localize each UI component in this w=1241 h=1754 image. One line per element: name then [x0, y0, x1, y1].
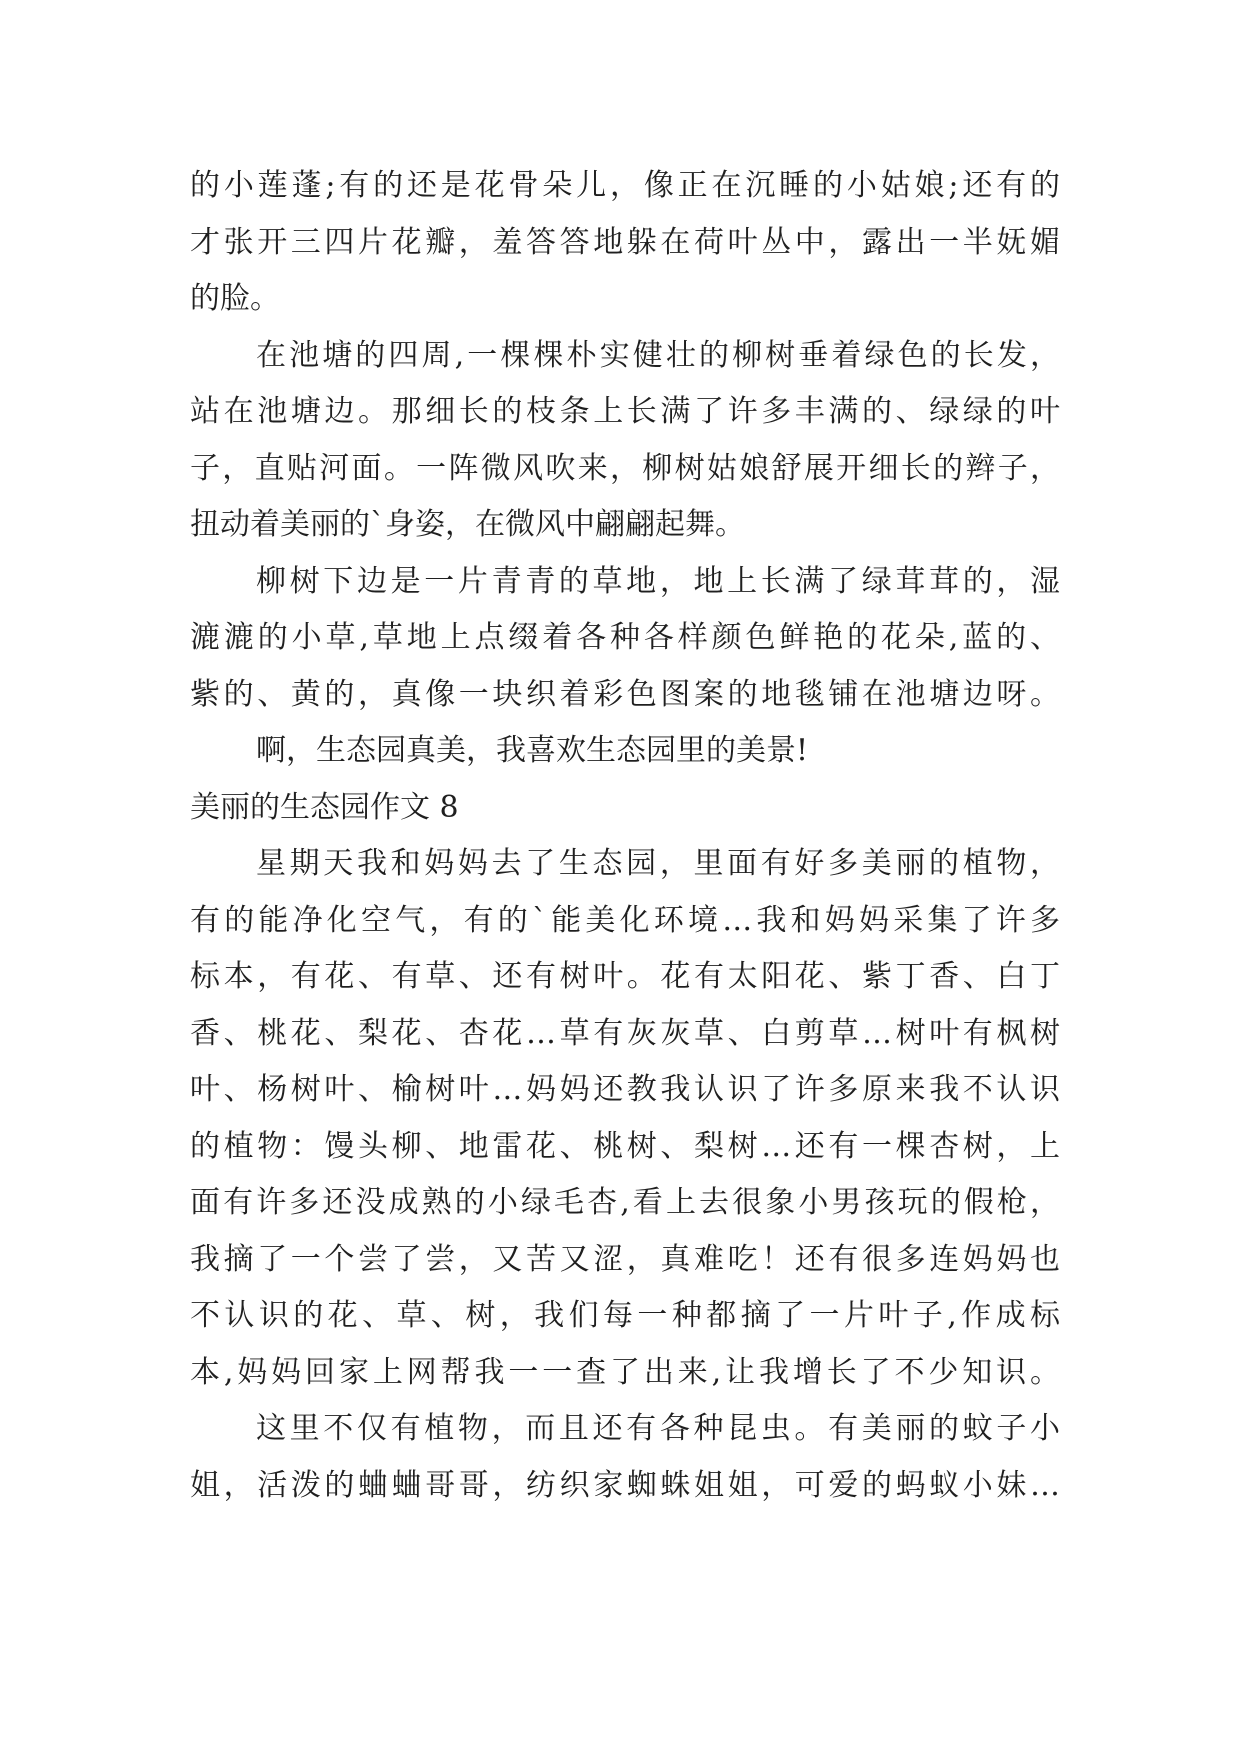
text-line: 柳树下边是一片青青的草地，地上长满了绿茸茸的，湿 — [256, 563, 1060, 599]
text-line: 姐，活泼的蛐蛐哥哥，纺织家蜘蛛姐姐，可爱的蚂蚁小妹… — [190, 1467, 1060, 1503]
paragraph — [190, 723, 1060, 780]
text-line: 面有许多还没成熟的小绿毛杏,看上去很象小男孩玩的假枪， — [190, 1185, 1060, 1220]
text-line: 在池塘的四周,一棵棵朴实健壮的柳树垂着绿色的长发， — [256, 337, 1060, 373]
text-line: 紫的、黄的，真像一块织着彩色图案的地毯铺在池塘边呀。 — [190, 676, 1060, 712]
paragraph — [190, 1401, 1060, 1514]
text-line: 这里不仅有植物，而且还有各种昆虫。有美丽的蚊子小 — [256, 1411, 1060, 1446]
text-line: 不认识的花、草、树，我们每一种都摘了一片叶子,作成标 — [190, 1298, 1060, 1333]
text-line: 有的能净化空气，有的`能美化环境…我和妈妈采集了许多 — [190, 902, 1060, 938]
text-line: 站在池塘边。那细长的枝条上长满了许多丰满的、绿绿的叶 — [190, 394, 1060, 429]
paragraph — [190, 328, 1060, 554]
text-line: 漉漉的小草,草地上点缀着各种各样颜色鲜艳的花朵,蓝的、 — [190, 620, 1060, 655]
paragraph — [190, 158, 1060, 328]
text-line: 扭动着美丽的`身姿，在微风中翩翩起舞。 — [190, 507, 745, 542]
text-line: 的小莲蓬;有的还是花骨朵儿，像正在沉睡的小姑娘;还有的 — [190, 168, 1060, 203]
paragraph — [190, 554, 1060, 724]
text-line: 的植物：馒头柳、地雷花、桃树、梨树…还有一棵杏树，上 — [190, 1128, 1060, 1164]
text-line: 啊，生态园真美，我喜欢生态园里的美景! — [256, 733, 809, 768]
text-line: 子，直贴河面。一阵微风吹来，柳树姑娘舒展开细长的辫子， — [190, 450, 1060, 486]
text-line: 叶、杨树叶、榆树叶…妈妈还教我认识了许多原来我不认识 — [190, 1072, 1060, 1107]
text-line: 香、桃花、梨花、杏花…草有灰灰草、白剪草…树叶有枫树 — [190, 1015, 1060, 1051]
section-heading: 美丽的生态园作文 8 — [190, 789, 459, 825]
text-line: 星期天我和妈妈去了生态园，里面有好多美丽的植物， — [256, 846, 1060, 881]
text-line: 标本，有花、有草、还有树叶。花有太阳花、紫丁香、白丁 — [190, 959, 1060, 994]
document-page — [190, 158, 1060, 1514]
text-line: 我摘了一个尝了尝，又苦又涩，真难吃！还有很多连妈妈也 — [190, 1241, 1060, 1277]
text-line: 本,妈妈回家上网帮我一一查了出来,让我增长了不少知识。 — [190, 1354, 1060, 1390]
text-line: 的脸。 — [190, 281, 280, 316]
text-line: 才张开三四片花瓣，羞答答地躲在荷叶丛中，露出一半妩媚 — [190, 224, 1060, 260]
paragraph — [190, 836, 1060, 1401]
